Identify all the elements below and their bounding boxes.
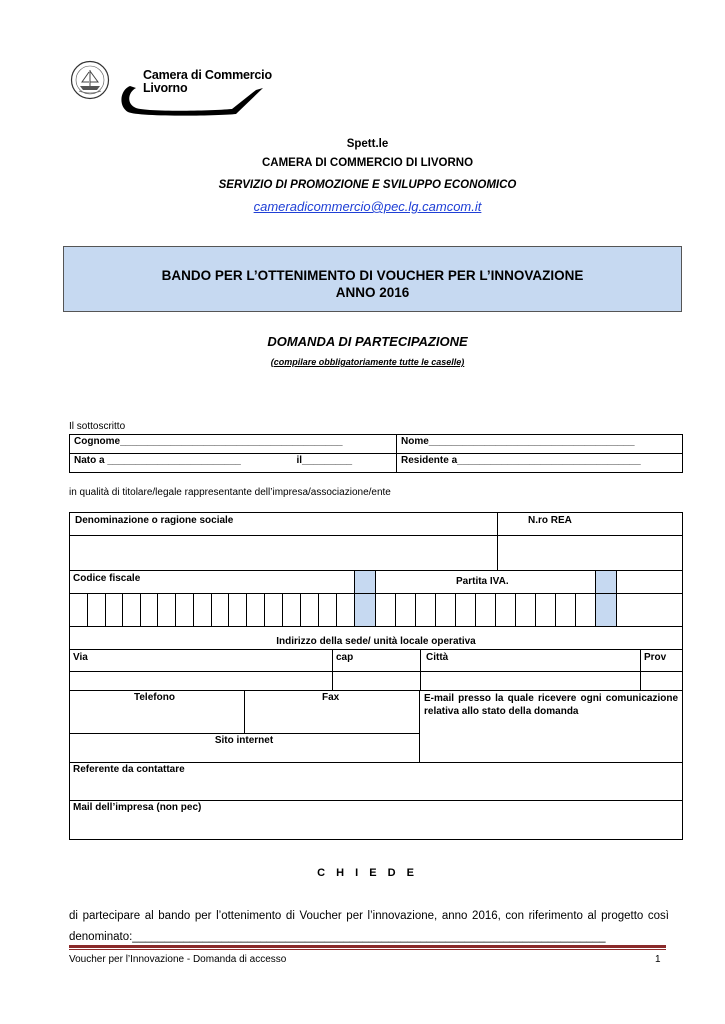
domanda-subtitle: (compilare obbligatoriamente tutte le caselle) xyxy=(270,357,465,367)
email-input[interactable] xyxy=(420,720,682,762)
referente-input[interactable] xyxy=(70,777,682,800)
nato-label: Nato a ________________________ xyxy=(74,455,241,466)
logo-swoosh-icon xyxy=(118,84,264,118)
page-number: 1 xyxy=(655,954,661,965)
cap-label: cap xyxy=(336,652,354,663)
codice-fiscale-input[interactable] xyxy=(70,594,354,626)
partita-iva-label: Partita IVA. xyxy=(456,576,509,587)
telefono-input[interactable] xyxy=(70,705,244,733)
chiede-heading: C H I E D E xyxy=(317,867,418,879)
residente-field[interactable]: Residente a_________________________________ xyxy=(397,454,683,473)
chamber-seal-logo xyxy=(70,60,110,100)
denominazione-label: Denominazione o ragione sociale xyxy=(75,515,234,526)
nato-field[interactable] xyxy=(70,454,397,473)
via-label: Via xyxy=(73,652,88,663)
domanda-title: DOMANDA DI PARTECIPAZIONE xyxy=(267,334,468,349)
banner-line2: ANNO 2016 xyxy=(335,285,410,300)
personal-data-table xyxy=(69,434,683,473)
mail-impresa-label: Mail dell’impresa (non pec) xyxy=(73,802,202,813)
citta-label: Città xyxy=(426,652,449,663)
qualita-label: in qualità di titolare/legale rappresentante dell’impresa/associazione/ente xyxy=(69,487,391,498)
servizio-name: SERVIZIO DI PROMOZIONE E SVILUPPO ECONOMICO xyxy=(218,179,517,191)
nro-rea-input[interactable] xyxy=(498,536,681,569)
footer-rule xyxy=(69,945,666,948)
cap-input[interactable] xyxy=(333,672,420,690)
pec-email-link[interactable]: cameradicommercio@pec.lg.camcom.it xyxy=(253,199,482,214)
sito-input[interactable] xyxy=(70,748,419,762)
via-input[interactable] xyxy=(70,672,332,690)
fax-label: Fax xyxy=(322,692,340,703)
banner-line1: BANDO PER L’OTTENIMENTO DI VOUCHER PER L’INNOVAZIONE xyxy=(161,268,584,283)
cognome-field[interactable]: Cognome________________________________________ xyxy=(70,435,397,454)
telefono-label: Telefono xyxy=(134,692,175,703)
camera-name: CAMERA DI COMMERCIO DI LIVORNO xyxy=(261,157,474,169)
prov-input[interactable] xyxy=(641,672,682,690)
logo-line1: Camera di Commercio xyxy=(143,68,272,82)
logo-line2: Livorno xyxy=(143,81,188,95)
mail-impresa-input[interactable] xyxy=(70,815,682,838)
sito-label: Sito internet xyxy=(214,735,274,746)
il-label: il_________ xyxy=(296,455,353,466)
email-label: E-mail presso la quale ricevere ogni comunicazione relativa allo stato della domanda xyxy=(424,693,678,717)
spett-label: Spett.le xyxy=(346,138,389,150)
indirizzo-label: Indirizzo della sede/ unità locale operativa xyxy=(276,636,476,647)
footer-rule-thin xyxy=(69,949,666,950)
denominazione-input[interactable] xyxy=(70,536,496,569)
sottoscritto-label: Il sottoscritto xyxy=(69,421,126,432)
partita-iva-input[interactable] xyxy=(376,594,595,626)
nome-field[interactable]: Nome_____________________________________ xyxy=(397,435,683,454)
request-paragraph: di partecipare al bando per l’ottenimento di Voucher per l’innovazione, anno 2016, con riferimento al progetto così denominato:__________________________________________________________________________ xyxy=(69,910,669,943)
codice-fiscale-label: Codice fiscale xyxy=(73,573,141,584)
nro-rea-label: N.ro REA xyxy=(528,515,572,526)
prov-label: Prov xyxy=(644,652,667,663)
fax-input[interactable] xyxy=(245,705,419,733)
title-banner xyxy=(63,246,682,312)
citta-input[interactable] xyxy=(421,672,640,690)
referente-label: Referente da contattare xyxy=(73,764,185,775)
footer-text: Voucher per l’Innovazione - Domanda di accesso xyxy=(69,954,287,965)
